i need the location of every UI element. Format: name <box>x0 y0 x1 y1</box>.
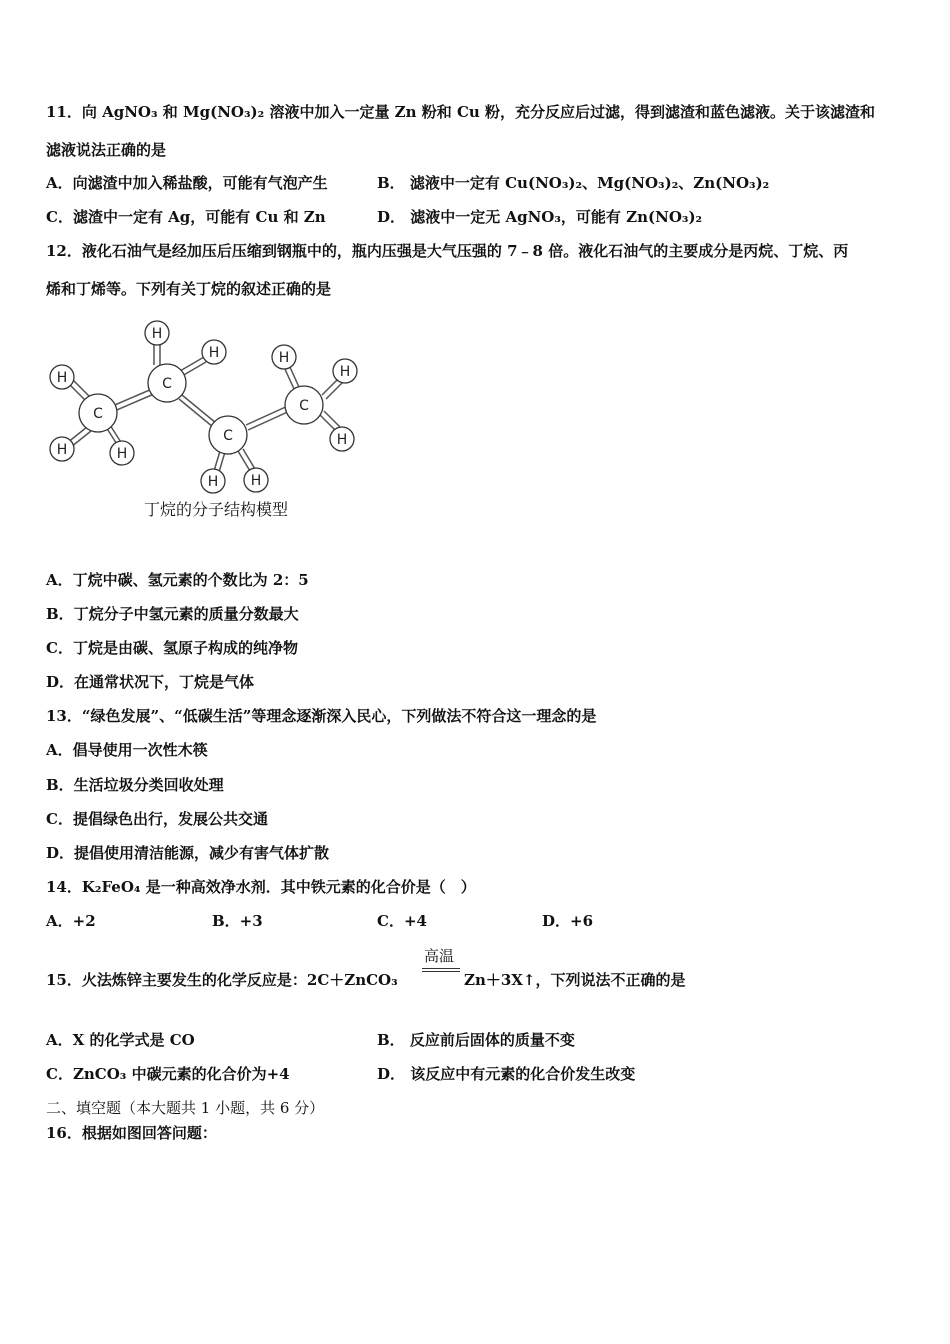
butane-molecule-diagram <box>40 315 370 530</box>
hydrogen-label: H <box>207 474 219 490</box>
q12-option-c: C．丁烷是由碳、氢原子构成的纯净物 <box>46 639 298 657</box>
carbon-label: C <box>162 376 172 392</box>
hydrogen-label: H <box>56 370 68 386</box>
hydrogen-label: H <box>208 345 220 361</box>
q11-option-b: B． 滤液中一定有 Cu(NO₃)₂、Mg(NO₃)₂、Zn(NO₃)₂ <box>377 174 770 192</box>
hydrogen-label: H <box>56 442 68 458</box>
reaction-condition-label: 高温 <box>424 947 455 965</box>
q15-stem-suffix: Zn＋3X↑，下列说法不正确的是 <box>464 971 686 989</box>
section-title: 二、填空题（本大题共 1 小题，共 6 分） <box>46 1099 325 1117</box>
q14-option-c: C．+4 <box>377 912 427 930</box>
q11-option-d: D． 滤液中一定无 AgNO₃，可能有 Zn(NO₃)₂ <box>377 208 703 226</box>
q11-stem-line1: 11．向 AgNO₃ 和 Mg(NO₃)₂ 溶液中加入一定量 Zn 粉和 Cu 粉，充分反应后过滤，得到滤渣和蓝色滤液。关于该滤渣和 <box>46 103 876 121</box>
q14-option-a: A．+2 <box>46 912 96 930</box>
butane-diagram-caption: 丁烷的分子结构模型 <box>144 500 289 519</box>
q15-option-d: D． 该反应中有元素的化合价发生改变 <box>377 1065 636 1083</box>
q15-stem-prefix: 15．火法炼锌主要发生的化学反应是：2C＋ZnCO₃ <box>46 971 398 989</box>
q12-stem-line2: 烯和丁烯等。下列有关丁烷的叙述正确的是 <box>46 280 332 298</box>
hydrogen-label: H <box>278 350 290 366</box>
q12-stem-line1: 12．液化石油气是经加压后压缩到钢瓶中的，瓶内压强是大气压强的 7﹣8 倍。液化石油气的主要成分是丙烷、丁烷、丙 <box>46 242 849 260</box>
q14-option-b: B．+3 <box>212 912 263 930</box>
hydrogen-label: H <box>151 326 163 342</box>
carbon-label: C <box>299 398 309 414</box>
q14-stem: 14．K₂FeO₄ 是一种高效净水剂．其中铁元素的化合价是（ ） <box>46 878 476 896</box>
q12-option-a: A．丁烷中碳、氢元素的个数比为 2：5 <box>46 571 309 589</box>
q13-option-c: C．提倡绿色出行，发展公共交通 <box>46 810 268 828</box>
reaction-equals-sign <box>422 968 460 972</box>
hydrogen-label: H <box>336 432 348 448</box>
q13-stem: 13．“绿色发展”、“低碳生活”等理念逐渐深入民心，下列做法不符合这一理念的是 <box>46 707 597 725</box>
carbon-label: C <box>223 428 233 444</box>
q11-option-a: A．向滤渣中加入稀盐酸，可能有气泡产生 <box>46 174 328 192</box>
butane-model-svg <box>40 315 370 530</box>
q11-stem-line2: 滤液说法正确的是 <box>46 141 167 159</box>
q12-option-d: D．在通常状况下，丁烷是气体 <box>46 673 255 691</box>
q11-option-c: C．滤渣中一定有 Ag，可能有 Cu 和 Zn <box>46 208 326 226</box>
q15-option-a: A．X 的化学式是 CO <box>46 1031 195 1049</box>
q15-option-b: B． 反应前后固体的质量不变 <box>377 1031 575 1049</box>
q12-option-b: B．丁烷分子中氢元素的质量分数最大 <box>46 605 299 623</box>
q13-option-a: A．倡导使用一次性木筷 <box>46 741 208 759</box>
hydrogen-label: H <box>250 473 262 489</box>
q13-option-d: D．提倡使用清洁能源，减少有害气体扩散 <box>46 844 330 862</box>
q13-option-b: B．生活垃圾分类回收处理 <box>46 776 224 794</box>
hydrogen-label: H <box>116 446 128 462</box>
q14-option-d: D．+6 <box>542 912 594 930</box>
q15-option-c: C．ZnCO₃ 中碳元素的化合价为+4 <box>46 1065 290 1083</box>
carbon-label: C <box>93 406 103 422</box>
q16-stem: 16．根据如图回答问题： <box>46 1124 217 1142</box>
hydrogen-label: H <box>339 364 351 380</box>
